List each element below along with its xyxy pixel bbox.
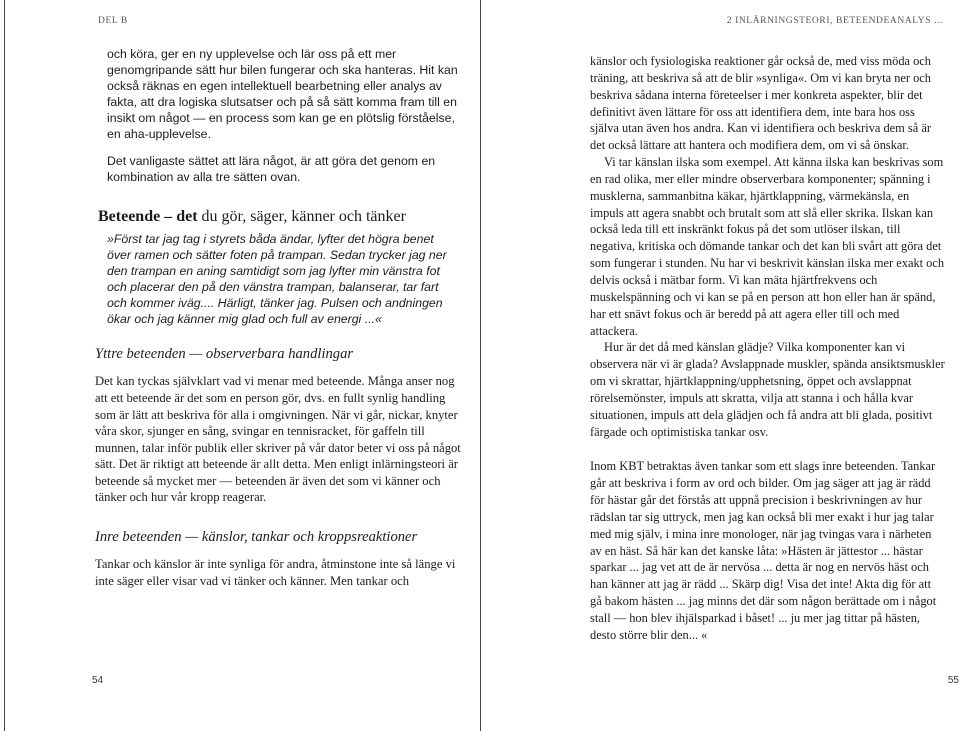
left-text-column	[95, 46, 461, 589]
left-paragraph-1: och köra, ger en ny upplevelse och lär oss på ett mer genomgripande sätt hur bilen fungerar och ska hanteras. Hit kan också räknas en egen intellektuell bearbetning eller analys av fakta, att dra logiska slutsatser och på så sätt komma fram till en insikt om något — en process som kan ge en plötslig förståelse, en aha-upplevelse.	[107, 47, 458, 142]
section-heading-beteende	[98, 207, 461, 227]
page-number-right: 55	[947, 675, 959, 686]
gutter-rule	[480, 0, 481, 731]
right-paragraph-3: Hur är det då med känslan glädje? Vilka komponenter kan vi observera när vi är glada? Avslappnade muskler, spända ansiktsmuskler om vi skrattar, hjärtklappning/upphetsning, öppet och avslappnat rörelsemönster, impuls att skratta, vilja att stanna i och hålla kvar situationen, impuls att dela glädjen och få andra att bli glada, positivt färgade och optimistiska tankar osv.	[590, 340, 945, 439]
inre-beteenden-text: Tankar och känslor är inte synliga för andra, åtminstone inte så länge vi inte säger eller visar vad vi tänker och känner. Men tankar och	[95, 557, 456, 588]
left-page	[4, 0, 477, 731]
right-paragraph-2: Vi tar känslan ilska som exempel. Att känna ilska kan beskrivas som en rad olika, mer eller mindre observerbara komponenter; spänning i musklerna, sammanbitna käkar, hjärtklappning, värmekänsla, en impuls att agera snabbt och brutalt som att slå eller skrika. Ilskan kan också leda till ett inskränkt fokus på det som utlöser ilskan, till negativa, kritiska och dömande tankar och det kan bli svårt att göra det som fungerar i stunden. Nu har vi beskrivit känslan ilska mer exakt och delvis också i mätbar form. Vi kan mäta hjärtfrekvens och muskelspänning och vi kan se på en person att hon eller han är spänd, har ett snävt fokus och är beredd på att agera eller till och med attackera.	[590, 155, 945, 338]
running-head-right: 2 INLÄRNINGSTEORI, BETEENDEANALYS ...	[726, 16, 943, 26]
right-text-column	[590, 53, 945, 644]
right-page	[485, 0, 959, 731]
running-head-left: DEL B	[98, 16, 128, 26]
left-paragraph-2: Det vanligaste sättet att lära något, är att göra det genom en kombination av alla tre sätten ovan.	[107, 153, 436, 184]
subheading-inre-beteenden: Inre beteenden — känslor, tankar och kroppsreaktioner	[95, 529, 418, 546]
heading-rest-part: du gör, säger, känner och tänker	[197, 207, 406, 225]
subheading-yttre-beteenden: Yttre beteenden — observerbara handlingar	[95, 346, 354, 363]
page-number-left: 54	[92, 675, 104, 686]
example-quote: »Först tar jag tag i styrets båda ändar, lyfter det högra benet över ramen och sätter foten på trampan. Sedan trycker jag ner den trampan en aning samtidigt som jag lyfter min vänstra fot och placerar den på den vänstra trampan, balanserar, tar fart och kommer iväg.... Härligt, tänker jag. Pulsen och andningen ökar och jag känner mig glad och full av energi ...«	[107, 231, 447, 327]
right-paragraph-4: Inom KBT betraktas även tankar som ett slags inre beteenden. Tankar går att beskriva i form av ord och bilder. Om jag säger att jag är rädd för hästar går det förstås att uppnå precision i beskrivningen av hur rädslan tar sig uttryck, men jag kan också bli mer exakt i hur jag talar med mig själv, i mina inre monologer, när jag tvingas vara i närheten av en häst. Så här kan det kanske låta: »Hästen är jättestor ... hästar sparkar ... jag vet att de är nervösa ... detta är nog en nervös häst och han känner att jag är rädd ... Skärp dig! Visa det inte! Akta dig för att gå bakom hästen ... jag minns det där som någon berättade om i något stall — hon blev ihjälsparkad i båset! ... ju mer jag tittar på hästen, desto större blir den... «	[590, 459, 937, 642]
yttre-beteenden-text: Det kan tyckas självklart vad vi menar med beteende. Många anser nog att ett beteende är det som en person gör, dvs. en fullt synlig handling som är lätt att beskriva för alla i omgivningen. När vi går, nickar, knyter våra skor, sjunger en sång, svingar en tennisracket, för gaffeln till munnen, talar inför publik eller skriver på vår dator beter vi oss på något sätt. Det är riktigt att beteende är allt detta. Men enligt inlärningsteori är beteende så mycket mer — beteenden är även det som vi känner och tänker och hur vår kropp reagerar.	[95, 374, 461, 505]
right-paragraph-1: känslor och fysiologiska reaktioner går också de, med viss möda och träning, att beskriva så att de blir »synliga«. Om vi kan bryta ner och beskriva sådana interna företeelser i mer konkreta aspekter, blir det definitivt även lättare för oss att identifiera dem, inte bara hos oss själva utan även hos andra. Kan vi identifiera och beskriva dem så är det också lättare att hantera och modifiera dem, om vi så önskar.	[590, 54, 931, 153]
heading-bold-part: Beteende – det	[98, 207, 198, 225]
